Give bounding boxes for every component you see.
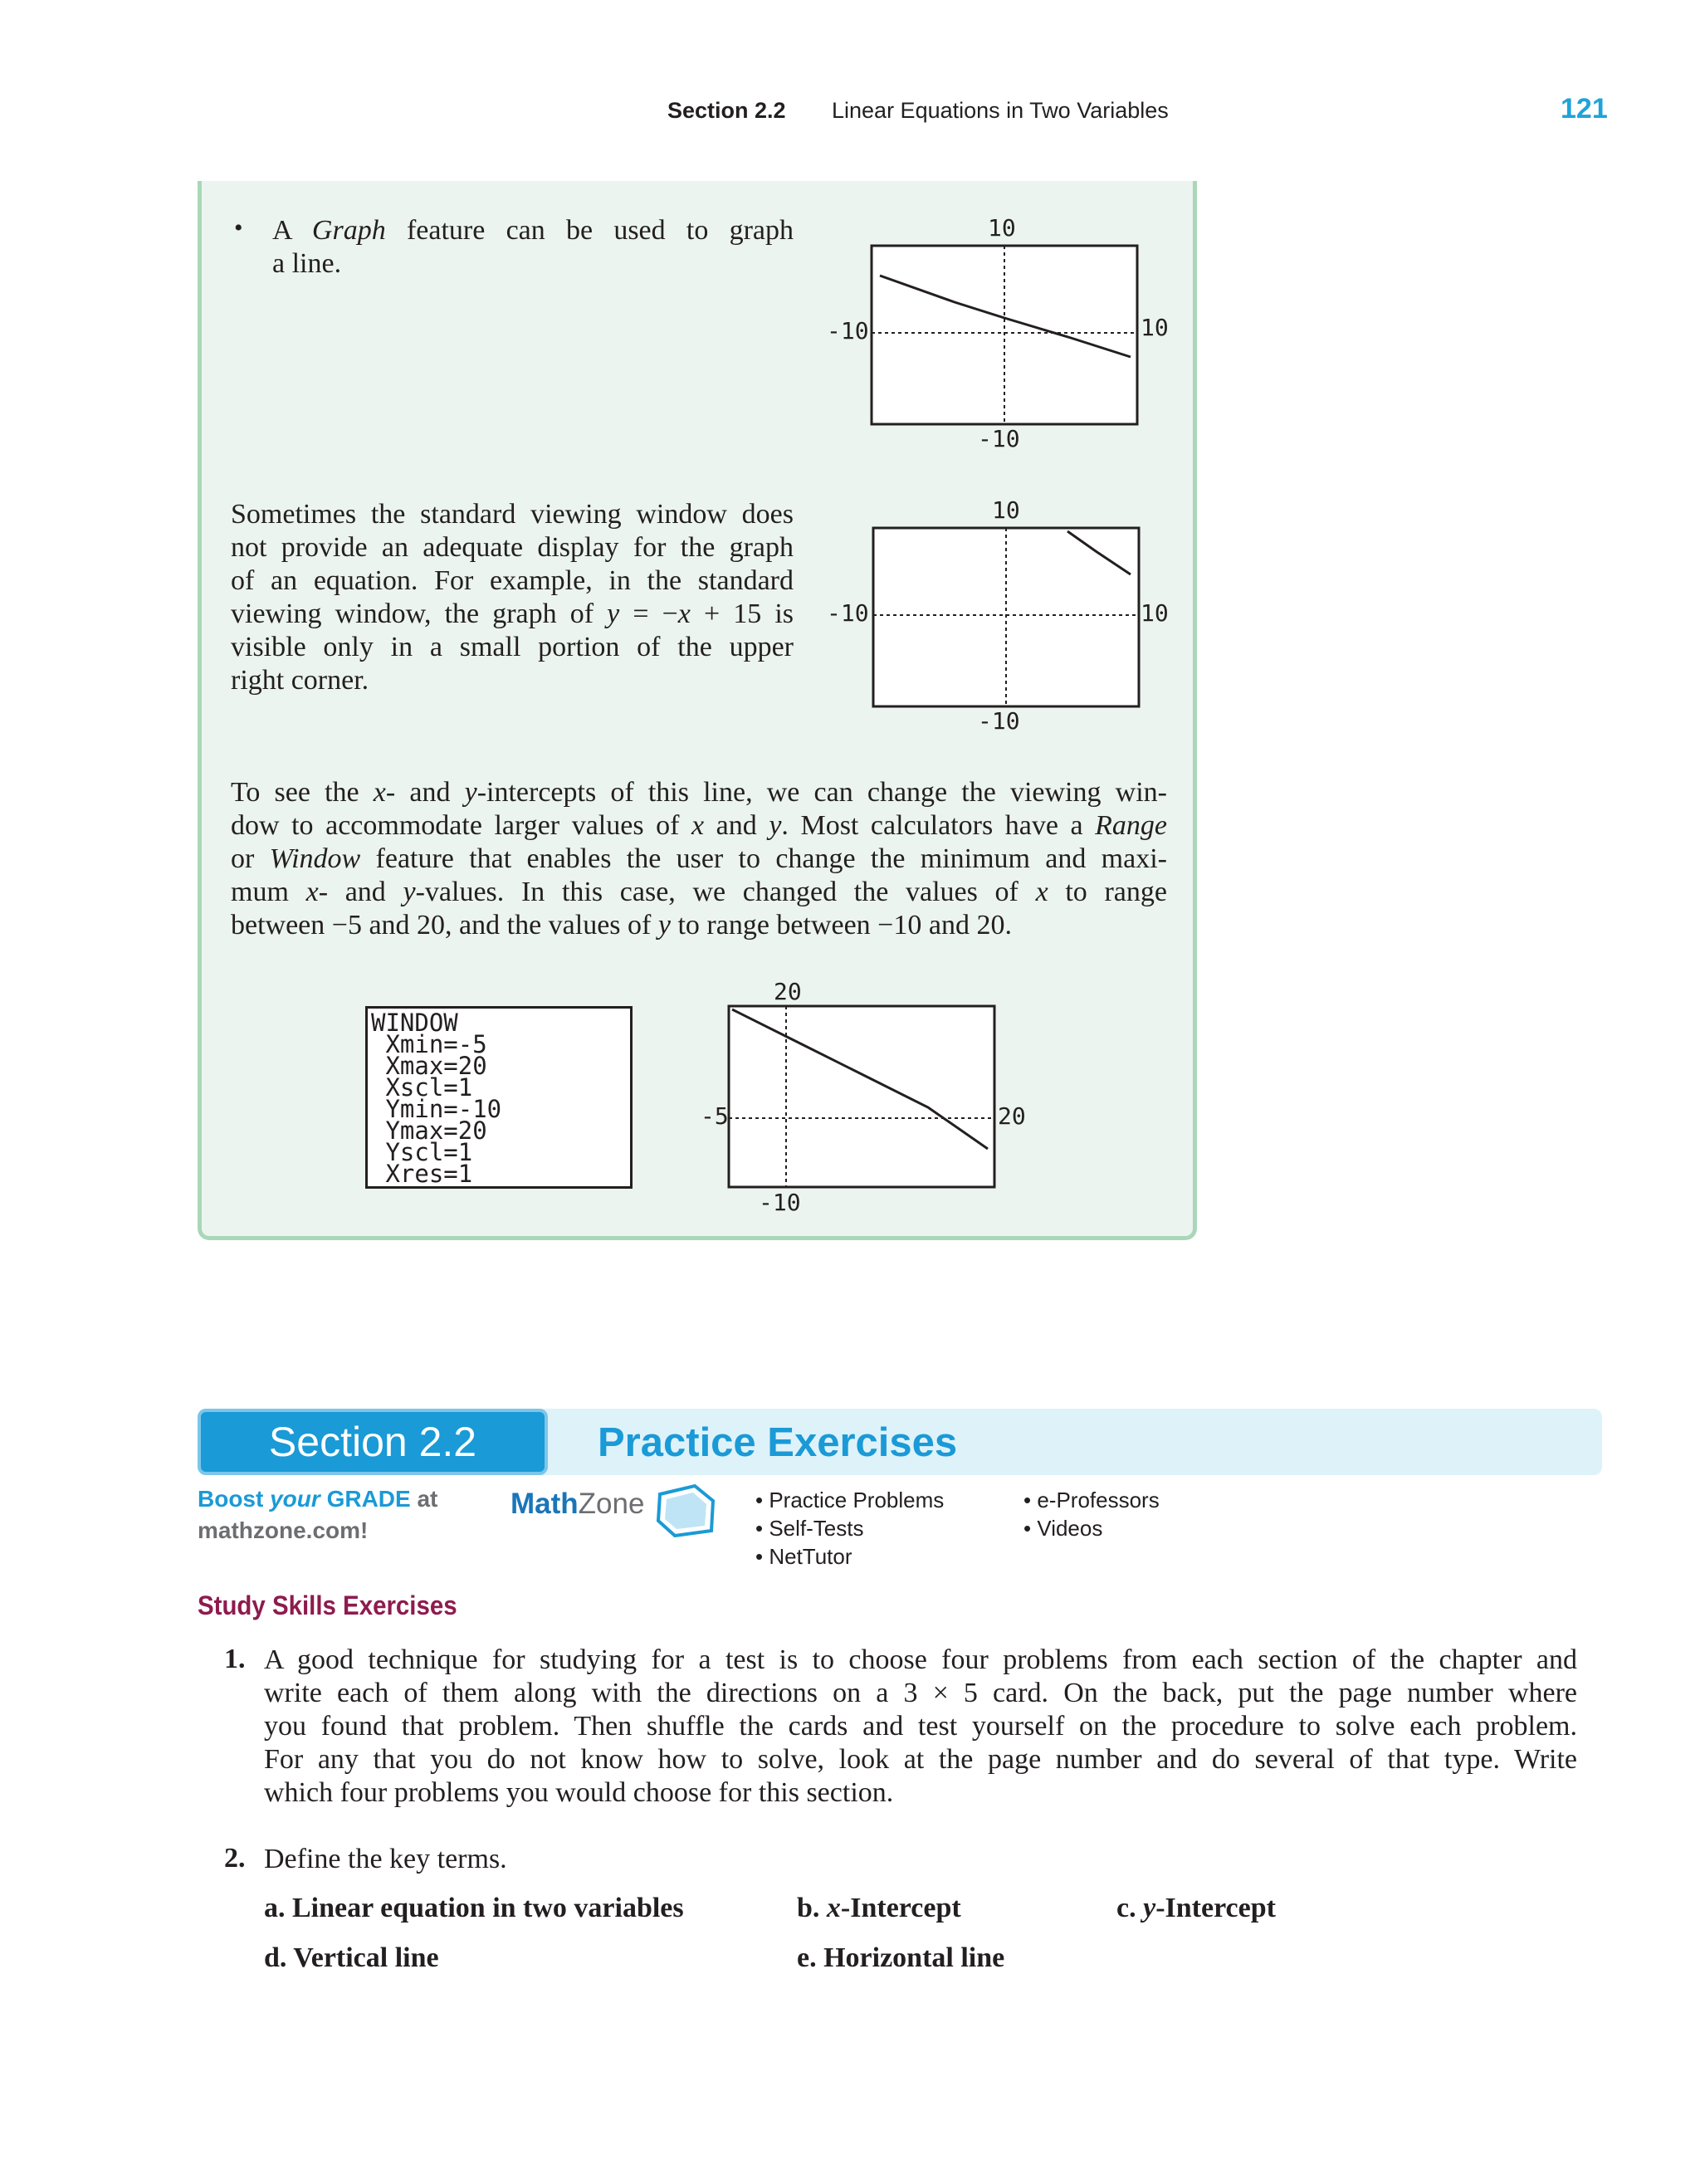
term-d: d. Vertical line <box>264 1942 439 1973</box>
graph2-ymax: 10 <box>992 496 1020 524</box>
running-header <box>0 93 1700 134</box>
window-line: Xscl=1 <box>371 1073 473 1102</box>
term-e: e. Horizontal line <box>797 1942 1005 1973</box>
resource-item[interactable]: • Videos <box>1023 1516 1103 1541</box>
graph3-xmin: -5 <box>701 1102 729 1130</box>
exercise-1-text: A good technique for studying for a test is to choose four problems from each section of the chapter and write each of them along with the directions on a 3 × 5 card. On the back, put the page number where you found that problem. Then shuffle the cards and test yourself on the procedure to solve each problem. For any that you do not know how to solve, look at the page number and do several of that type. Write which four problems you would choose for this section. <box>264 1644 1577 1808</box>
graph3-ymin: -10 <box>759 1189 801 1216</box>
section-tab: Section 2.2 <box>198 1409 548 1475</box>
exercise-2-text: Define the key terms. <box>264 1844 507 1874</box>
window-line: Ymin=-10 <box>371 1095 502 1123</box>
graph2-ymin: -10 <box>978 707 1020 735</box>
window-line: Ymax=20 <box>371 1116 487 1145</box>
graph3-xmax: 20 <box>998 1102 1026 1130</box>
mathzone-cube-icon <box>652 1483 718 1537</box>
viewing-window-paragraph: Sometimes the standard viewing window does not provide an adequate display for the graph of an equation. For example, in the standard viewing window, the graph of y = −x + 15 is visible only in a small portion of the upper right corner. <box>231 499 794 696</box>
graph1-xmax: 10 <box>1141 314 1169 341</box>
exercise-1-number: 1. <box>224 1644 246 1674</box>
graph1-ymax: 10 <box>988 214 1016 242</box>
header-title: Linear Equations in Two Variables <box>832 98 1169 123</box>
calculator-graph-3 <box>696 973 1044 1222</box>
intercepts-paragraph: To see the x- and y-intercepts of this line, we can change the viewing win- dow to accommodate larger values of x and y. Most calculators have a Range or Window feature that enables the user to change the minimum and maxi- mum x- and y-values. In this case, we changed the values of x to range between −5 and 20, and the values of y to range between −10 and 20. <box>231 777 1168 941</box>
window-line: WINDOW <box>371 1009 458 1037</box>
bullet-marker: • <box>234 214 243 242</box>
graph3-ymax: 20 <box>774 978 802 1005</box>
graph1-xmin: -10 <box>827 317 869 344</box>
resource-item[interactable]: • Practice Problems <box>755 1488 945 1512</box>
graph-feature-text: A Graph feature can be used to graph a line. <box>272 215 794 279</box>
mathzone-logo[interactable]: MathZone <box>510 1488 714 1537</box>
practice-exercises-title: Practice Exercises <box>598 1420 958 1465</box>
calculator-graph-2 <box>822 498 1170 739</box>
window-line: Xmax=20 <box>371 1052 487 1080</box>
boost-grade-link[interactable]: Boost your GRADE at mathzone.com! <box>198 1486 438 1543</box>
resource-item[interactable]: • Self-Tests <box>755 1516 864 1541</box>
graph2-xmax: 10 <box>1141 599 1169 627</box>
term-c: c. y-Intercept <box>1116 1893 1276 1923</box>
exercise-2-number: 2. <box>224 1843 246 1874</box>
term-a: a. Linear equation in two variables <box>264 1893 684 1923</box>
resource-item[interactable]: • e-Professors <box>1023 1488 1160 1512</box>
header-section: Section 2.2 <box>667 98 786 123</box>
page-number: 121 <box>1561 93 1608 125</box>
term-b: b. x-Intercept <box>797 1893 961 1923</box>
window-line: Xres=1 <box>371 1160 473 1188</box>
window-line: Xmin=-5 <box>371 1030 487 1058</box>
window-line: Yscl=1 <box>371 1138 473 1166</box>
window-settings-screen <box>365 1006 633 1189</box>
resources-column-2 <box>1023 1486 1160 1542</box>
resources-column-1 <box>755 1486 944 1571</box>
graph2-xmin: -10 <box>827 599 869 627</box>
calculator-graph-1 <box>822 216 1170 457</box>
study-skills-heading: Study Skills Exercises <box>198 1590 457 1620</box>
graph1-ymin: -10 <box>978 425 1020 452</box>
resource-item[interactable]: • NetTutor <box>755 1544 852 1569</box>
